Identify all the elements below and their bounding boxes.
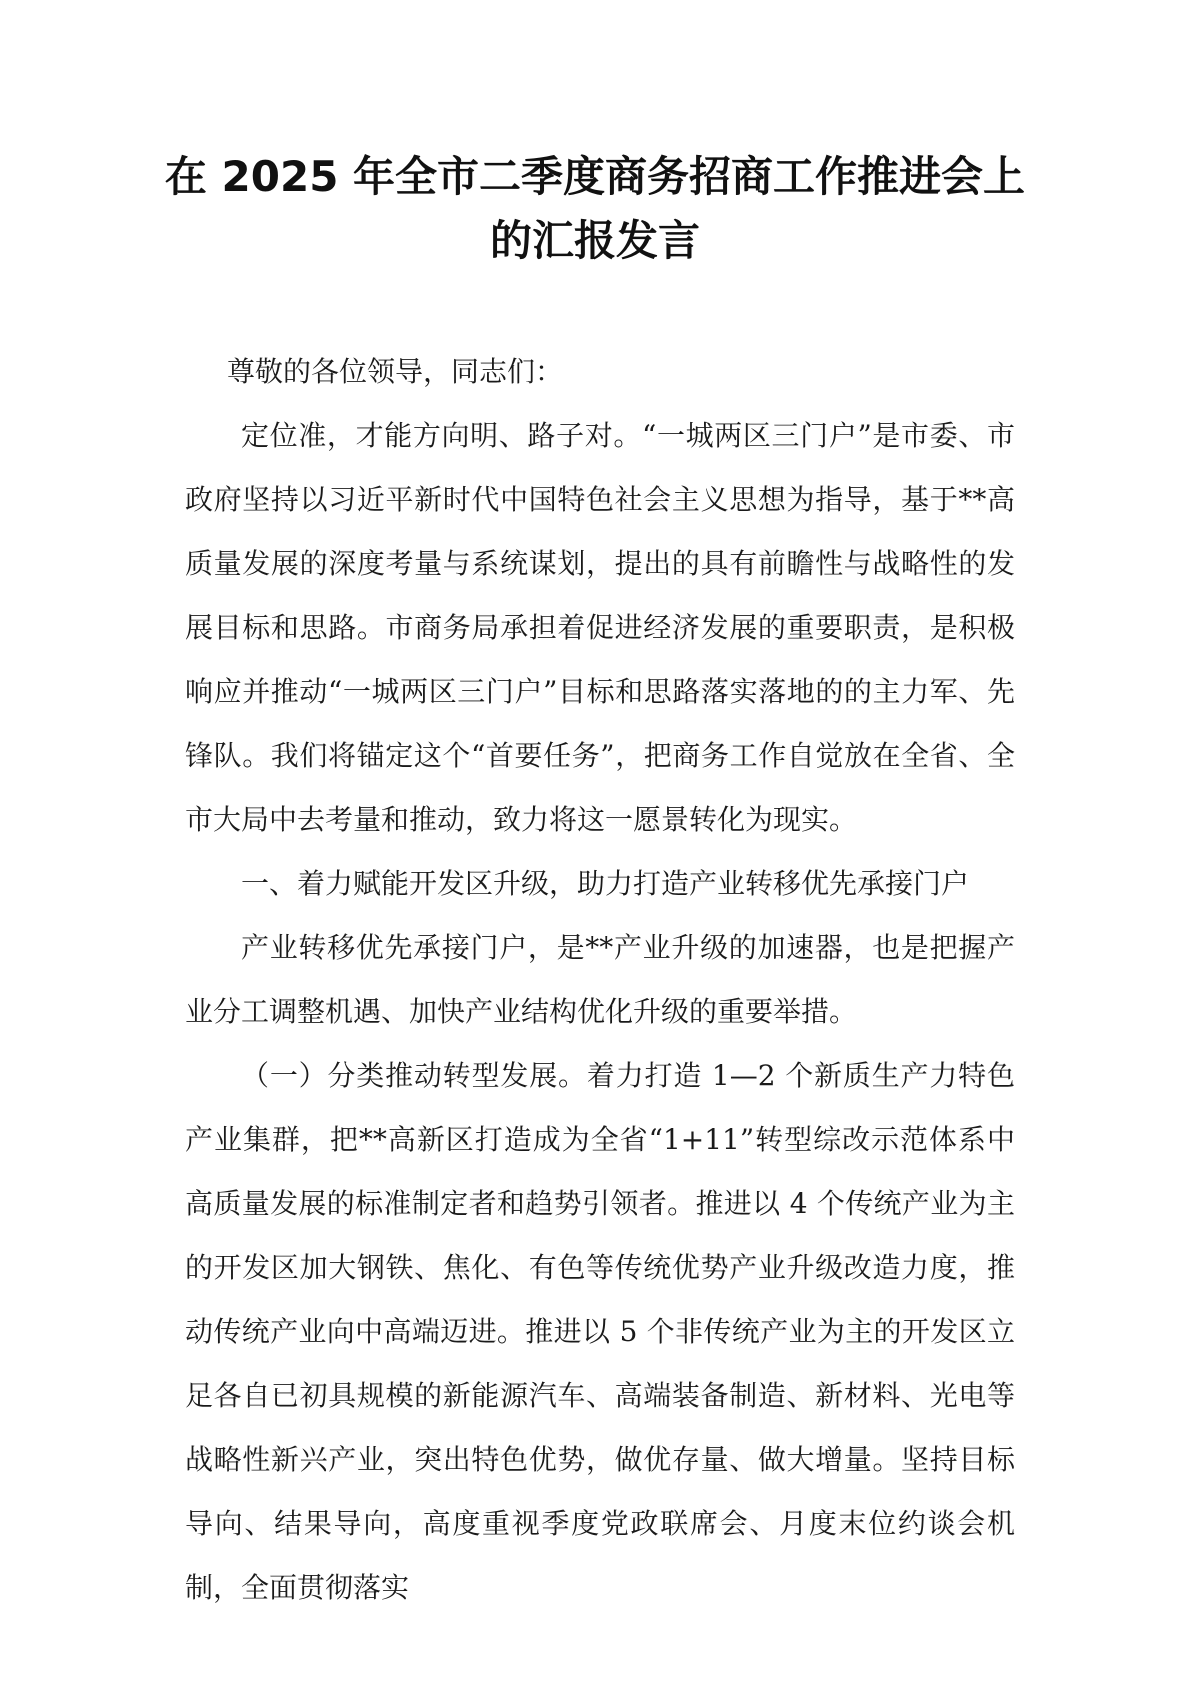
document-body	[185, 340, 1015, 1620]
section-heading-1: 一、着力赋能开发区升级，助力打造产业转移优先承接门户	[241, 867, 970, 900]
salutation: 尊敬的各位领导，同志们：	[227, 355, 564, 388]
paragraph-intro: 定位准，才能方向明、路子对。“一城两区三门户”是市委、市政府坚持以习近平新时代中国特色社会主义思想为指导，基于**高质量发展的深度考量与系统谋划，提出的具有前瞻性与战略性的发展目标和思路。市商务局承担着促进经济发展的重要职责，是积极响应并推动“一城两区三门户”目标和思路落实落地的的主力军、先锋队。我们将锚定这个“首要任务”，把商务工作自觉放在全省、全市大局中去考量和推动，致力将这一愿景转化为现实。	[185, 419, 1015, 836]
paragraph-section-1-intro: 产业转移优先承接门户，是**产业升级的加速器，也是把握产业分工调整机遇、加快产业结构优化升级的重要举措。	[185, 931, 1015, 1028]
document-title: 在 2025 年全市二季度商务招商工作推进会上的汇报发言	[164, 152, 1026, 265]
paragraph-subsection-1: （一）分类推动转型发展。着力打造 1—2 个新质生产力特色产业集群，把**高新区打造成为全省“1+11”转型综改示范体系中高质量发展的标准制定者和趋势引领者。推进以 4 个传统产业为主的开发区加大钢铁、焦化、有色等传统优势产业升级改造力度，推动传统产业向中高端迈进。推进以 5 个非传统产业为主的开发区立足各自已初具规模的新能源汽车、高端装备制造、新材料、光电等战略性新兴产业，突出特色优势，做优存量、做大增量。坚持目标导向、结果导向，高度重视季度党政联席会、月度末位约谈会机制，全面贯彻落实	[185, 1059, 1015, 1604]
